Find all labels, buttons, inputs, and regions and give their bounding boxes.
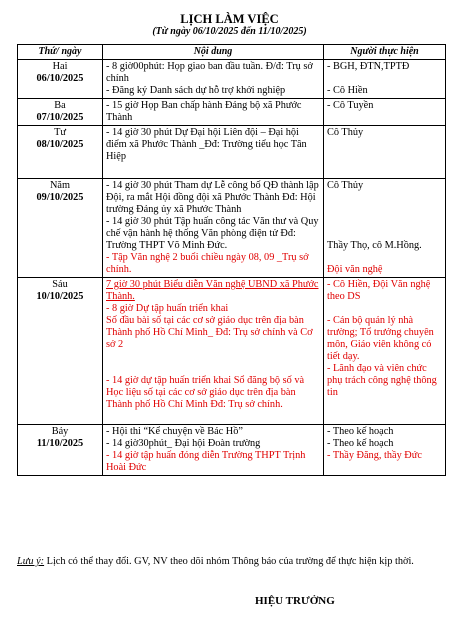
- content-line: - 14 giờ30phút_ Đại hội Đoàn trường: [106, 438, 261, 449]
- table-row: [18, 179, 446, 278]
- footnote-text: Lịch có thể thay đổi. GV, NV theo dõi nhóm Thông báo của trường để thực hiện kịp thời.: [44, 556, 414, 567]
- content-cell: [103, 278, 324, 425]
- person-cell: [324, 126, 446, 179]
- page-title: LỊCH LÀM VIỆC: [180, 12, 279, 26]
- content-line: - Tập Văn nghệ 2 buổi chiều ngày 08, 09 _Trụ sở chính.: [106, 252, 309, 275]
- content-line: - Đăng ký Danh sách dự hỗ trợ khởi nghiệp: [106, 85, 286, 96]
- person-line: - Thầy Đăng, thầy Đức: [327, 450, 422, 461]
- content-cell: [103, 126, 324, 179]
- content-line: - Hội thi “Kể chuyện về Bác Hồ”: [106, 426, 243, 437]
- day-cell: [18, 425, 103, 476]
- person-line: - Cô Tuyền: [327, 100, 374, 111]
- table-row: [18, 60, 446, 99]
- day-date: 08/10/2025: [36, 139, 84, 150]
- page-subtitle: (Từ ngày 06/10/2025 đến 11/10/2025): [152, 26, 307, 37]
- day-name: Hai: [52, 61, 68, 72]
- content-line: - 14 giờ dự tập huấn triển khai Sổ đăng bộ số và Học liệu số tại các cơ sở giáo dục trên địa bàn Thành phố Hồ Chí Minh Đđ: Trụ sở chính.: [106, 375, 305, 410]
- footnote: [17, 555, 445, 568]
- content-cell: [103, 425, 324, 476]
- content-line: - 8 giờ00phút: Họp giao ban đầu tuần. Đ/đ: Trụ sở chính: [106, 61, 313, 84]
- day-cell: [18, 126, 103, 179]
- header-person: Người thực hiện: [324, 45, 446, 60]
- content-line: 7 giờ 30 phút Biểu diễn Văn nghệ UBND xã Phước Thành.: [106, 279, 319, 302]
- signature-title: HIỆU TRƯỞNG: [255, 595, 335, 607]
- content-line: - 14 giờ 30 phút Dự Đại hội Liên đội – Đại hội điểm xã Phước Thành _Đđ: Trường tiểu học Tân Hiệp: [106, 127, 307, 162]
- day-cell: [18, 60, 103, 99]
- person-line: Đội văn nghệ: [327, 264, 383, 275]
- table-row: [18, 126, 446, 179]
- schedule-table: [17, 44, 446, 476]
- day-date: 07/10/2025: [36, 112, 84, 123]
- table-row: [18, 278, 446, 425]
- table-row: [18, 99, 446, 126]
- person-line: - Theo kế hoạch: [327, 426, 394, 437]
- content-line: - 8 giờ Dự tập huấn triển khai: [106, 303, 229, 314]
- content-line: - 14 giờ 30 phút Tham dự Lễ công bố QĐ thành lập Đội, ra mắt Hội đồng đội xã Phước Thành Đđ: Hội trường Đảng ủy xã Phước Thành: [106, 180, 319, 215]
- person-cell: [324, 60, 446, 99]
- day-date: 11/10/2025: [36, 438, 84, 449]
- person-cell: [324, 278, 446, 425]
- content-line: Số đầu bài số tại các cơ sở giáo dục trên địa bàn Thành phố Hồ Chí Minh_ Đđ: Trụ sở chính và Cơ sở 2: [106, 315, 313, 350]
- header-day: Thứ/ ngày: [18, 45, 103, 60]
- person-line: - Cô Hiền, Đội Văn nghệ theo DS: [327, 279, 431, 302]
- day-name: Ba: [54, 100, 66, 111]
- person-cell: [324, 99, 446, 126]
- content-line: - 14 giờ 30 phút Tập huấn công tác Văn thư và Quy chế vận hành hệ thống Văn phòng điện tử Đđ: Trường THPT Võ Minh Đức.: [106, 216, 319, 251]
- header-content: Nội dung: [103, 45, 324, 60]
- content-cell: [103, 179, 324, 278]
- content-line: - 15 giờ Họp Ban chấp hành Đảng bộ xã Phước Thành: [106, 100, 302, 123]
- person-line: - Cô Hiền: [327, 85, 368, 96]
- table-header-row: [18, 45, 446, 60]
- content-cell: [103, 60, 324, 99]
- person-cell: [324, 179, 446, 278]
- person-line: Cô Thủy: [327, 127, 364, 138]
- person-line: - Cán bộ quản lý nhà trường; Tổ trưởng chuyên môn, Giáo viên không có tiết dạy.: [327, 315, 434, 362]
- day-cell: [18, 99, 103, 126]
- day-name: Bảy: [51, 426, 69, 437]
- person-line: - BGH, ĐTN,TPTĐ: [327, 61, 410, 72]
- day-date: 09/10/2025: [36, 192, 84, 203]
- day-name: Tư: [54, 127, 66, 138]
- person-cell: [324, 425, 446, 476]
- content-cell: [103, 99, 324, 126]
- footnote-label: Lưu ý:: [17, 556, 45, 567]
- day-cell: [18, 179, 103, 278]
- person-line: - Lãnh đạo và viên chức phụ trách công nghệ thông tin: [327, 363, 437, 398]
- day-name: Năm: [49, 180, 70, 191]
- day-date: 06/10/2025: [36, 73, 84, 84]
- person-line: Thầy Thọ, cô M.Hồng.: [327, 240, 422, 251]
- person-line: Cô Thủy: [327, 180, 364, 191]
- day-date: 10/10/2025: [36, 291, 84, 302]
- table-row: [18, 425, 446, 476]
- day-name: Sáu: [52, 279, 68, 290]
- person-line: - Theo kế hoạch: [327, 438, 394, 449]
- day-cell: [18, 278, 103, 425]
- content-line: - 14 giờ tập huấn đóng diễn Trường THPT Trịnh Hoài Đức: [106, 450, 306, 473]
